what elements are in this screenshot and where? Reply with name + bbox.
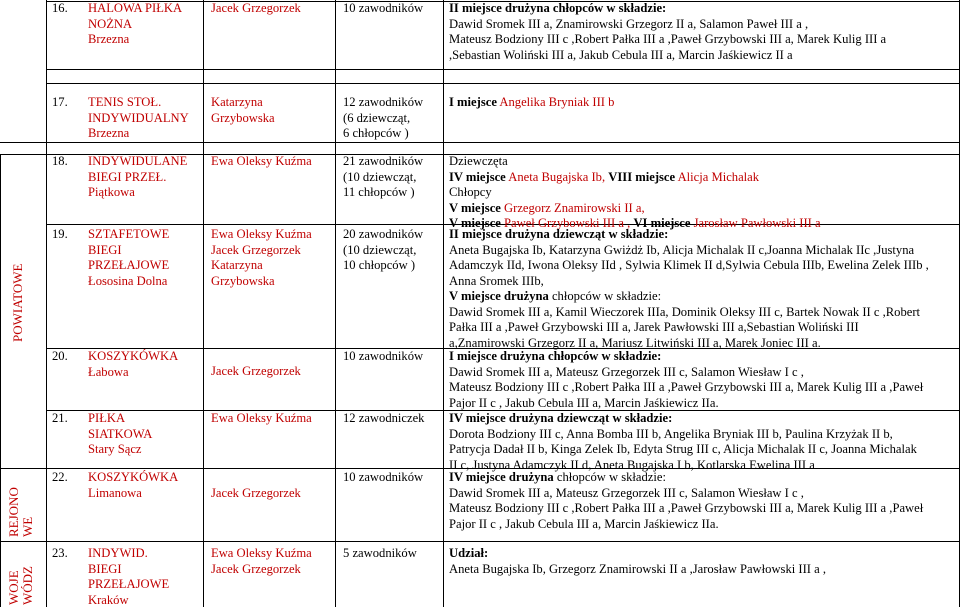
row-number [52, 1, 68, 17]
result-title-bold: IV miejsce drużyna [449, 470, 554, 484]
event-name: KOSZYKÓWKA [88, 349, 178, 365]
teacher-name: Ewa Oleksy Kuźma [211, 227, 312, 243]
count-cell [343, 95, 423, 142]
result-line [449, 201, 821, 217]
result-place: I miejsce [449, 95, 497, 109]
teacher-name: Jacek Grzegorzek [211, 1, 301, 15]
teacher-name: Ewa Oleksy Kuźma [211, 546, 312, 562]
result-line: Dawid Sromek III a, Kamil Wieczorek IIIa, Dominik Oleksy III c, Bartek Nowak II c ,Robert [449, 305, 953, 321]
event-place: Brzezna [88, 126, 189, 142]
result-title [449, 289, 953, 305]
teacher-name: Jacek Grzegorzek [211, 486, 301, 500]
result-place: V miejsce [449, 201, 501, 215]
result-line: Dawid Sromek III a, Mateusz Grzegorzek III c, Salamon Wiesław I c , [449, 486, 923, 502]
teacher-name: Grzybowska [211, 111, 275, 127]
participant-count: 10 zawodników [343, 1, 423, 15]
event-name: SZTAFETOWE [88, 227, 169, 243]
row-divider [0, 142, 960, 143]
rejonowe-line: WE [21, 487, 35, 537]
result-name: Grzegorz Znamirowski II a, [504, 201, 645, 215]
boys-label: Chłopcy [449, 185, 821, 201]
side-label-rejonowe [7, 487, 35, 537]
participant-count: 5 zawodników [343, 546, 417, 560]
teacher-cell [211, 1, 301, 17]
event-name: INDYWIDUALNY [88, 111, 189, 127]
event-name: PRZEŁAJOWE [88, 258, 169, 274]
event-name: SIATKOWA [88, 427, 152, 443]
event-cell [88, 154, 187, 201]
participant-count: 20 zawodników [343, 227, 423, 243]
row-number-text: 16. [52, 1, 68, 15]
teacher-cell [211, 411, 312, 427]
teacher-cell [211, 154, 312, 170]
result-cell [449, 349, 923, 411]
result-line: Mateusz Bodziony III c ,Robert Pałka III a ,Paweł Grzybowski III a, Marek Kulig III a ,Paweł [449, 501, 923, 517]
event-place: Łabowa [88, 365, 178, 381]
result-line: a,Znamirowski Grzegorz II a, Mariusz Litwiński III a, Marek Joniec III a. [449, 336, 953, 352]
row-number-text: 19. [52, 227, 68, 241]
teacher-name: Ewa Oleksy Kuźma [211, 154, 312, 168]
teacher-name: Ewa Oleksy Kuźma [211, 411, 312, 425]
row-number-text: 21. [52, 411, 68, 425]
event-name: BIEGI PRZEŁ. [88, 170, 187, 186]
result-line: Pajor II c , Jakub Cebula III a, Marcin Jaśkiewicz IIa. [449, 396, 923, 412]
result-line: ,Sebastian Woliński III a, Jakub Cebula III a, Marcin Jaśkiewicz II a [449, 48, 953, 64]
event-cell [88, 349, 178, 380]
result-name: Jarosław Pawłowski III a [694, 216, 821, 230]
participant-count: 10 chłopców ) [343, 258, 423, 274]
event-cell [88, 227, 169, 289]
result-name: Alicja Michalak [678, 170, 759, 184]
event-cell [88, 1, 182, 48]
event-name: TENIS STOŁ. [88, 95, 189, 111]
result-line: Aneta Bugajska Ib, Grzegorz Znamirowski II a ,Jarosław Pawłowski III a , [449, 562, 826, 578]
result-cell [449, 411, 917, 473]
event-name: BIEGI [88, 562, 169, 578]
participant-count: (10 dziewcząt, [343, 243, 423, 259]
event-place: Piątkowa [88, 185, 187, 201]
result-title-rest: chłopców w składzie: [557, 470, 666, 484]
result-line: Mateusz Bodziony III c ,Robert Pałka III a ,Paweł Grzybowski III a, Marek Kulig III a ,Paweł [449, 380, 923, 396]
participant-count: 10 zawodników [343, 470, 423, 484]
result-title [449, 470, 923, 486]
row-number [52, 546, 68, 562]
result-line: II c, Justyna Adamczyk II d, Aneta Bugajska I b, Kotlarska Ewelina III a [449, 458, 917, 474]
result-name: Angelika Bryniak III b [499, 95, 614, 109]
result-cell [449, 227, 953, 351]
result-cell [449, 1, 953, 63]
result-place: VIII miejsce [608, 170, 675, 184]
event-name: INDYWID. [88, 546, 169, 562]
count-cell [343, 227, 423, 274]
event-name: PIŁKA [88, 411, 152, 427]
teacher-name: Katarzyna [211, 258, 312, 274]
result-line [449, 170, 821, 186]
rejonowe-line: REJONO [7, 487, 21, 537]
event-cell [88, 470, 178, 501]
count-cell [343, 470, 423, 486]
event-place: Stary Sącz [88, 442, 152, 458]
row-number-text: 23. [52, 546, 68, 560]
row-divider [46, 83, 960, 84]
event-name: BIEGI [88, 243, 169, 259]
participant-count: 11 chłopców ) [343, 185, 423, 201]
teacher-name: Katarzyna [211, 95, 275, 111]
event-name: HALOWA PIŁKA [88, 1, 182, 17]
event-cell [88, 546, 169, 608]
girls-label: Dziewczęta [449, 154, 821, 170]
result-cell [449, 95, 614, 111]
event-place: Limanowa [88, 486, 178, 502]
result-title: II miejsce drużyna chłopców w składzie: [449, 1, 953, 17]
result-line: Aneta Bugajska Ib, Katarzyna Gwiżdż Ib, Alicja Michalak II c,Joanna Michalak IIc ,Justyna [449, 243, 953, 259]
result-title: II miejsce drużyna dziewcząt w składzie: [449, 227, 953, 243]
count-cell [343, 1, 423, 17]
count-cell [343, 154, 423, 201]
row-number-text: 22. [52, 470, 68, 484]
participant-count: 10 zawodników [343, 349, 423, 363]
result-cell [449, 154, 821, 232]
participant-count: 12 zawodników [343, 95, 423, 111]
participant-count: 12 zawodniczek [343, 411, 424, 425]
result-line: Anna Sromek IIIb, [449, 274, 953, 290]
col-divider [443, 0, 444, 607]
row-number-text: 18. [52, 154, 68, 168]
teacher-cell [211, 486, 301, 502]
result-line: Pajor II c , Jakub Cebula III a, Marcin Jaśkiewicz IIa. [449, 517, 923, 533]
teacher-cell [211, 546, 312, 577]
event-name: PRZEŁAJOWE [88, 577, 169, 593]
row-number-text: 17. [52, 95, 68, 109]
teacher-cell [211, 95, 275, 126]
result-name: Aneta Bugajska Ib, [508, 170, 605, 184]
result-title: I miejsce drużyna chłopców w składzie: [449, 349, 923, 365]
side-label-wojewodzkie [7, 566, 35, 605]
participant-count: 6 chłopców ) [343, 126, 423, 142]
event-place: Łososina Dolna [88, 274, 169, 290]
result-line: Dawid Sromek III a, Mateusz Grzegorzek III c, Salamon Wiesław I c , [449, 365, 923, 381]
result-cell [449, 546, 826, 577]
event-place: Kraków [88, 593, 169, 608]
row-number [52, 95, 68, 111]
count-cell [343, 411, 424, 427]
event-name: KOSZYKÓWKA [88, 470, 178, 486]
result-line: Dawid Sromek III a, Znamirowski Grzegorz II a, Salamon Paweł III a , [449, 17, 953, 33]
result-name: Paweł Grzybowski III a , [504, 216, 630, 230]
row-number [52, 470, 68, 486]
row-number [52, 154, 68, 170]
row-number [52, 411, 68, 427]
result-line: Dorota Bodziony III c, Anna Bomba III b, Angelika Bryniak III b, Paulina Krzyżak II b, [449, 427, 917, 443]
event-cell [88, 411, 152, 458]
result-title: Udział: [449, 546, 826, 562]
result-line: Mateusz Bodziony III c ,Robert Pałka III a ,Paweł Grzybowski III a, Marek Kulig III a [449, 32, 953, 48]
result-cell [449, 470, 923, 532]
result-title: IV miejsce drużyna dziewcząt w składzie: [449, 411, 917, 427]
teacher-name: Jacek Grzegorzek [211, 562, 312, 578]
row-number [52, 349, 68, 365]
participant-count: 21 zawodników [343, 154, 423, 170]
col-divider [0, 154, 1, 607]
teacher-name: Jacek Grzegorzek [211, 364, 301, 378]
result-place: IV miejsce [449, 170, 506, 184]
side-label-powiatowe [11, 264, 25, 342]
col-divider [203, 0, 204, 607]
count-cell [343, 546, 417, 562]
teacher-name: Grzybowska [211, 274, 312, 290]
event-cell [88, 95, 189, 142]
result-line: Adamczyk IId, Iwona Oleksy IId , Sylwia Klimek II d,Sylwia Cebula IIIb, Ewelina Zelek IIIb , [449, 258, 953, 274]
result-place: VI miejsce [633, 216, 690, 230]
powiatowe-text: POWIATOWE [10, 264, 25, 342]
result-title-bold: V miejsce drużyna [449, 289, 549, 303]
participant-count: (10 dziewcząt, [343, 170, 423, 186]
row-divider [0, 541, 960, 542]
col-divider [335, 0, 336, 607]
result-line: Patrycja Dadał II b, Kinga Zelek Ib, Edyta Strug III c, Alicja Michalak II c, Joanna Michalak [449, 442, 917, 458]
event-place: Brzezna [88, 32, 182, 48]
count-cell [343, 349, 423, 365]
teacher-cell [211, 364, 301, 380]
col-divider [46, 0, 47, 607]
row-number-text: 20. [52, 349, 68, 363]
wojewodzkie-line: WÓDZ [21, 566, 35, 605]
result-line: Pałka III a ,Paweł Grzybowski III a, Jarek Pawłowski III a,Sebastian Woliński III [449, 320, 953, 336]
teacher-name: Jacek Grzegorzek [211, 243, 312, 259]
result-place: V miejsce [449, 216, 501, 230]
teacher-cell [211, 227, 312, 289]
row-number [52, 227, 68, 243]
event-name: INDYWIDULANE [88, 154, 187, 170]
event-name: NOŻNA [88, 17, 182, 33]
result-title-rest: chłopców w składzie: [552, 289, 661, 303]
participant-count: (6 dziewcząt, [343, 111, 423, 127]
wojewodzkie-line: WOJE [7, 566, 21, 605]
row-divider [46, 69, 960, 70]
